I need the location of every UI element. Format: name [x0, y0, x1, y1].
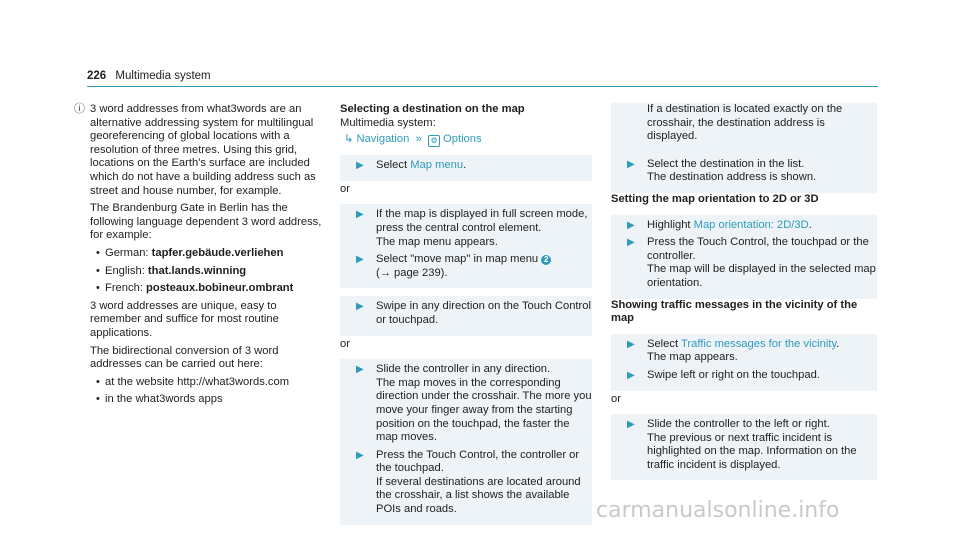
list-item [90, 247, 324, 261]
step-arrow-icon: ▶ [627, 158, 635, 170]
example-value: posteaux.bobineur.ombrant [146, 282, 294, 295]
step-result: The destination address is shown. [647, 171, 817, 184]
step-block [340, 296, 592, 335]
step-text: Swipe left or right on the touchpad. [647, 368, 820, 381]
bullet-icon: • [96, 393, 100, 406]
watermark: carmanualsonline.info [596, 498, 840, 523]
step-block [611, 334, 877, 391]
bullet-icon: • [96, 246, 100, 259]
step-block [340, 359, 592, 525]
step-block [340, 155, 592, 181]
page-number: 226 [87, 70, 107, 82]
step-arrow-icon: ▶ [356, 449, 364, 461]
step [627, 369, 877, 383]
step [627, 219, 877, 233]
step-arrow-icon: ▶ [627, 219, 635, 231]
list-item [90, 393, 324, 407]
step-arrow-icon: ▶ [356, 254, 364, 266]
step-text: If the map is displayed in full screen mode, press the central control element. [376, 208, 588, 234]
example-lang: French: [105, 282, 143, 295]
list-item [90, 282, 324, 296]
enter-arrow-icon: ↳ [344, 133, 354, 146]
column-3 [611, 103, 877, 480]
step-arrow-icon: ▶ [356, 301, 364, 313]
bullet-icon: • [96, 282, 100, 295]
step-arrow-icon: ▶ [356, 209, 364, 221]
step-text: Select the destination in the list. [647, 157, 805, 170]
or-text: or [340, 337, 350, 350]
step-result: The previous or next traffic incident is highlighted on the map. Information on the traffic incident is displayed. [647, 431, 857, 471]
step-result: The map menu appears. [376, 235, 498, 248]
callout-badge: 2 [541, 255, 551, 265]
example-value: tapfer.gebäude.verliehen [151, 246, 284, 259]
example-lang: English: [105, 264, 145, 277]
note-icon: ⓘ [74, 103, 85, 115]
section-heading: Selecting a destination on the map [340, 103, 525, 115]
map-orientation-link[interactable]: Map orientation: 2D/3D [693, 218, 809, 231]
step-text: Slide the controller in any direction. [376, 363, 551, 376]
gear-icon: ⚙ [428, 135, 440, 147]
step [356, 449, 592, 517]
step-arrow-icon: ▶ [627, 237, 635, 249]
section-title: Multimedia system [115, 70, 211, 82]
step-text: Swipe in any direction on the Touch Control or touchpad. [376, 300, 591, 326]
conversion-text: The bidirectional conversion of 3 word addresses can be carried out here: [90, 344, 279, 371]
step-punct: . [463, 159, 467, 172]
step [356, 253, 592, 280]
or-text: or [340, 182, 350, 195]
step-text: Select [647, 337, 681, 350]
step-arrow-icon: ▶ [627, 369, 635, 381]
column-2 [340, 103, 592, 525]
note-block [74, 103, 324, 407]
step [356, 363, 592, 445]
step-result: The map appears. [647, 351, 738, 364]
bullet-icon: • [96, 375, 100, 388]
step [627, 236, 877, 290]
step-block [340, 204, 592, 288]
step-text: Select [376, 159, 411, 172]
menu-path [340, 133, 592, 147]
step-block [611, 103, 877, 193]
options-link[interactable]: Options [443, 133, 482, 146]
traffic-messages-link[interactable]: Traffic messages for the vicinity [681, 337, 837, 350]
page-reference: (→ page 239). [376, 266, 448, 279]
step-text: Select "move map" in map menu [376, 253, 542, 266]
step [356, 159, 592, 173]
where-item: in the what3words apps [105, 393, 223, 406]
step-arrow-icon: ▶ [356, 364, 364, 376]
example-lang: German: [105, 246, 149, 259]
step [356, 300, 592, 327]
system-label: Multimedia system: [340, 116, 436, 129]
step-text: Slide the controller to the left or right. [647, 418, 830, 431]
note-text: 3 word addresses from what3words are an alternative addressing system for multilingual georeferencing of global locations with a resolution of three metres. Using this grid, locations on the Earth's surface are included which do not have a building address such as street and house number, for example. [90, 103, 316, 197]
section-heading: Showing traffic messages in the vicinity of the map [611, 298, 858, 325]
list-item [90, 265, 324, 279]
example-value: that.lands.winning [147, 264, 247, 277]
step-result: The map moves in the corresponding direction under the crosshair. The more you move your finger away from the starting position on the touchpad, the faster the map moves. [376, 376, 592, 444]
bullet-icon: • [96, 264, 100, 277]
path-chevron-icon: » [412, 133, 425, 146]
step-arrow-icon: ▶ [356, 160, 364, 172]
example-intro: The Brandenburg Gate in Berlin has the following language dependent 3 word address, for example: [90, 202, 322, 242]
navigation-link[interactable]: Navigation [356, 133, 410, 146]
step-arrow-icon: ▶ [627, 338, 635, 350]
where-item: at the website http://what3words.com [105, 375, 290, 388]
step-punct: . [836, 337, 840, 350]
section-heading: Setting the map orientation to 2D or 3D [611, 192, 819, 205]
step [356, 208, 592, 249]
header-rule [87, 86, 878, 87]
page-header [87, 70, 211, 82]
step-arrow-icon: ▶ [627, 419, 635, 431]
step-result: The map will be displayed in the selected map orientation. [647, 263, 876, 289]
step-result: If several destinations are located around the crosshair, a list shows the available POIs and roads. [376, 475, 581, 516]
info-text: If a destination is located exactly on the crosshair, the destination address is displayed. [647, 103, 843, 143]
step-text: Press the Touch Control, the controller or the touchpad. [376, 448, 580, 475]
step-punct: . [808, 218, 812, 231]
step-text: Highlight [647, 218, 694, 231]
step-block [611, 414, 877, 480]
step [627, 158, 877, 185]
column-1 [74, 103, 324, 407]
step [627, 418, 877, 472]
step-text: Press the Touch Control, the touchpad or the controller. [647, 236, 869, 262]
unique-text: 3 word addresses are unique, easy to remember and suffice for most routine applications. [90, 299, 279, 339]
map-menu-link[interactable]: Map menu [410, 159, 464, 172]
list-item [90, 376, 324, 390]
or-text: or [611, 392, 621, 405]
step-block [611, 215, 877, 299]
step [627, 338, 877, 365]
